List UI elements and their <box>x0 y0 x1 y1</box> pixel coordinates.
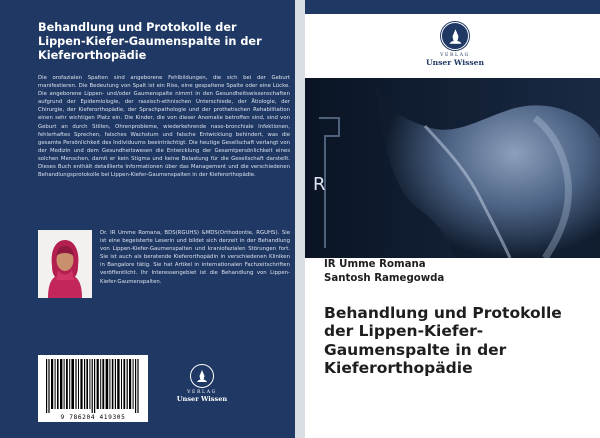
book-spire-icon <box>190 364 214 388</box>
publisher-name: Unser Wissen <box>176 395 228 403</box>
isbn-digits: 9 786204 419305 <box>60 414 126 421</box>
xray-skull-icon <box>305 78 600 258</box>
front-top-bar <box>305 0 600 14</box>
back-cover-blurb: Die orofazialen Spalten sind angeborene Fehlbildungen, die sich bei der Geburt manifestieren. Die Bedeutung von Spalt ist ein Riss, eine gespaltene Spalte oder eine Lücke. Die angeborene Lippen- und/oder Gaumenspalte nimmt in den Gesundheitswissenschaften aufgrund der Epidemiologie, der rassisch-ethnischen Unterschiede, der Ätiologie, der Chirurgie, der Kieferorthopädie, der Sprachpathologie und der prothetischen Rehabilitation einen sehr wichtigen Platz ein. Die Kinder, die von dieser Anomalie betroffen sind, sind von Geburt an durch Stillen, Ohrenprobleme, wiederkehrende naso-bronchiale Infektionen, fehlerhaftes Sprechen, falsches Wachstum und falsche Entwicklung behindert, was die gesamte Persönlichkeit des Individuums beeinträchtigt. Die heutige Gesellschaft verlangt von der Medizin und dem Gesundheitswesen die Entwicklung der Gesamtpersönlichkeit eines solchen Menschen, damit er kein Stigma und keine Belastung für die Gesellschaft darstellt. Dieses Buch enthält detaillierte Informationen über das Management und die verschiedenen Behandlungsprotokolle bei Lippen-Kiefer-Gaumenspalten in der Kieferorthopädie. <box>38 75 290 179</box>
cephalometric-xray-image <box>305 78 600 258</box>
isbn-barcode <box>38 355 148 422</box>
publisher-logo-front <box>410 22 500 67</box>
front-authors <box>324 258 444 286</box>
back-cover <box>0 0 295 438</box>
author-name-2: Santosh Ramegowda <box>324 273 445 284</box>
publisher-name: Unser Wissen <box>425 58 485 67</box>
front-cover-title: Behandlung und Protokolle der Lippen-Kiefer-Gaumenspalte in der Kieferorthopädie <box>324 304 562 378</box>
author-bio: Dr. IR Umme Romana, BDS(RGUHS) &MDS(Orthodontie, RGUHS). Sie ist eine begeisterte Leserin und bildet sich derzeit in der Behandlung von Lippen-Kiefer-Gaumenspalten und kraniofazialen Störungen fort. Sie ist auch als beratende Kieferorthopädin in verschiedenen Kliniken in Bangalore tätig. Sie hat Artikel in internationalen Fachzeitschriften veröffentlicht. Ihr Interessengebiet ist die Behandlung von Lippen-Kiefer-Gaumenspalten. <box>100 230 290 285</box>
book-spire-icon <box>441 22 469 50</box>
isbn-barcode-icon <box>38 355 148 413</box>
publisher-logo-back <box>176 364 228 403</box>
author-portrait-icon <box>38 230 92 298</box>
book-spine <box>295 0 305 438</box>
author-name-1: IR Umme Romana <box>324 259 426 270</box>
publisher-verlag-label: VERLAG <box>187 390 217 395</box>
back-cover-title: Behandlung und Protokolle der Lippen-Kiefer-Gaumenspalte in der Kieferorthopädie <box>38 21 262 62</box>
author-photo <box>38 230 92 298</box>
xray-marker-label: R <box>313 174 326 195</box>
front-cover <box>305 0 600 438</box>
publisher-verlag-label: VERLAG <box>440 53 470 58</box>
